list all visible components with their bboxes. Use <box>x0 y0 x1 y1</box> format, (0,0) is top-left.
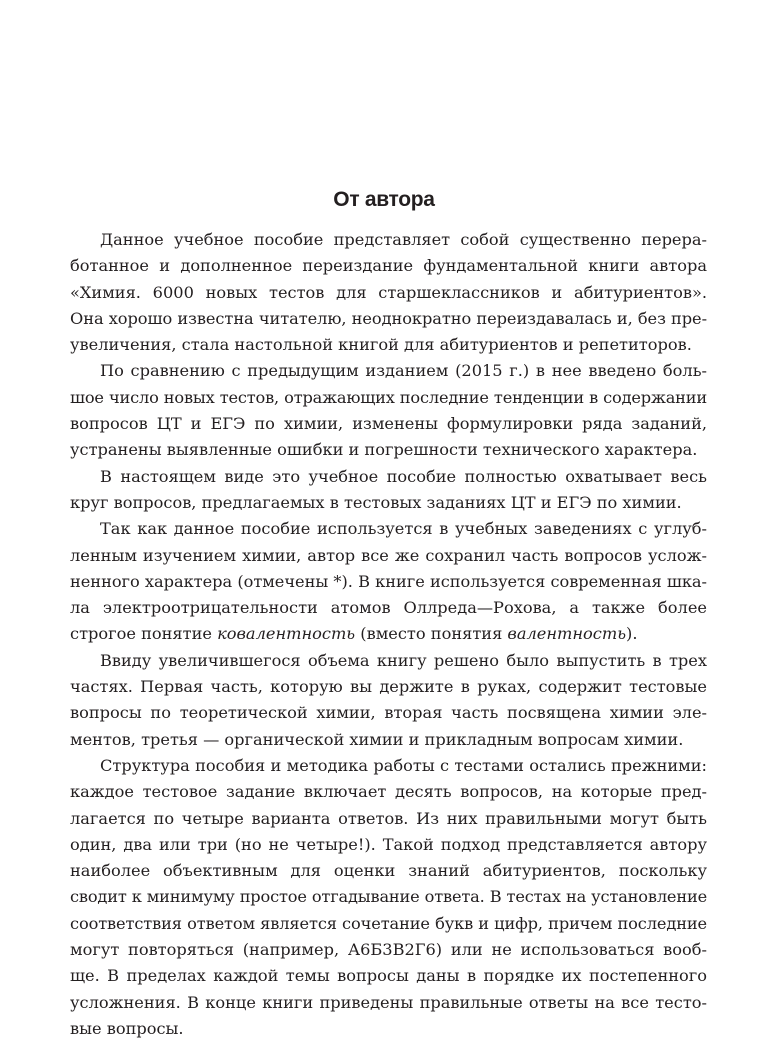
text-line: вые вопросы. <box>70 1018 184 1038</box>
text-line: наиболее объективным для оценки знаний абитуриентов, поскольку <box>70 861 707 881</box>
paragraph-5 <box>70 648 707 753</box>
text-line: устранены выявленные ошибки и погрешности технического характера. <box>70 440 698 460</box>
text-line: вопросов ЦТ и ЕГЭ по химии, изменены формулировки ряда заданий, <box>70 414 707 434</box>
text-line: По сравнению с предыдущим изданием (2015 г.) в нее введено боль- <box>100 361 707 381</box>
paragraph-4 <box>70 516 707 647</box>
text-line: Ввиду увеличившегося объема книгу решено было выпустить в трех <box>100 650 707 670</box>
text-fragment: (вместо понятия <box>355 624 508 644</box>
text-line: Данное учебное пособие представляет собой существенно перера- <box>100 230 707 249</box>
paragraph-1 <box>70 227 707 358</box>
text-line: Структура пособия и методика работы с тестами остались прежними: <box>100 755 707 775</box>
text-line: ментов, третья — органической химии и прикладным вопросам химии. <box>70 729 684 749</box>
text-line: круг вопросов, предлагаемых в тестовых заданиях ЦТ и ЕГЭ по химии. <box>70 492 682 512</box>
emphasized-term: валентность <box>507 624 627 644</box>
text-line: шое число новых тестов, отражающих последние тенденции в содержании <box>70 387 707 407</box>
text-line: ботанное и дополненное переиздание фундаментальной книги автора <box>70 256 707 276</box>
text-line: вопросы по теоретической химии, вторая часть посвящена химии эле- <box>70 703 707 723</box>
text-line: увеличения, стала настольной книгой для абитуриентов и репетиторов. <box>70 335 692 355</box>
text-line: Так как данное пособие используется в учебных заведениях с углуб- <box>100 519 707 539</box>
paragraph-2 <box>70 358 707 463</box>
text-line: «Химия. 6000 новых тестов для старшеклассников и абитуриентов». <box>70 282 707 302</box>
body-text <box>70 227 707 1042</box>
paragraph-3 <box>70 464 707 517</box>
text-line-with-emphasis <box>70 621 707 647</box>
text-fragment: строгое понятие <box>70 624 218 644</box>
section-heading: От автора <box>333 188 435 211</box>
text-line: могут повторяться (например, А6Б3В2Г6) или не использоваться вооб- <box>70 940 707 960</box>
paragraph-6 <box>70 753 707 1042</box>
text-line: один, два или три (но не четыре!). Такой подход представляется автору <box>70 834 707 854</box>
emphasized-term: ковалентность <box>217 624 356 644</box>
text-line: В настоящем виде это учебное пособие полностью охватывает весь <box>100 466 707 486</box>
text-line: ще. В пределах каждой темы вопросы даны в порядке их постепенного <box>70 966 707 986</box>
text-line: ленным изучением химии, автор все же сохранил часть вопросов услож- <box>70 545 707 565</box>
text-line: Она хорошо известна читателю, неоднократно переиздавалась и, без пре- <box>70 308 707 328</box>
text-line: лагается по четыре варианта ответов. Из них правильными могут быть <box>70 808 707 828</box>
text-fragment: ). <box>626 624 638 644</box>
text-line: частях. Первая часть, которую вы держите в руках, содержит тестовые <box>70 677 707 697</box>
text-line: усложнения. В конце книги приведены правильные ответы на все тесто- <box>70 992 707 1012</box>
text-line: ла электроотрицательности атомов Оллреда—Рохова, а также более <box>70 598 707 618</box>
text-line: сводит к минимуму простое отгадывание ответа. В тестах на установление <box>70 887 707 907</box>
text-line: ненного характера (отмечены *). В книге используется современная шка- <box>70 571 707 591</box>
text-line: соответствия ответом является сочетание букв и цифр, причем последние <box>70 913 707 933</box>
text-line: каждое тестовое задание включает десять вопросов, на которые пред- <box>70 782 707 802</box>
